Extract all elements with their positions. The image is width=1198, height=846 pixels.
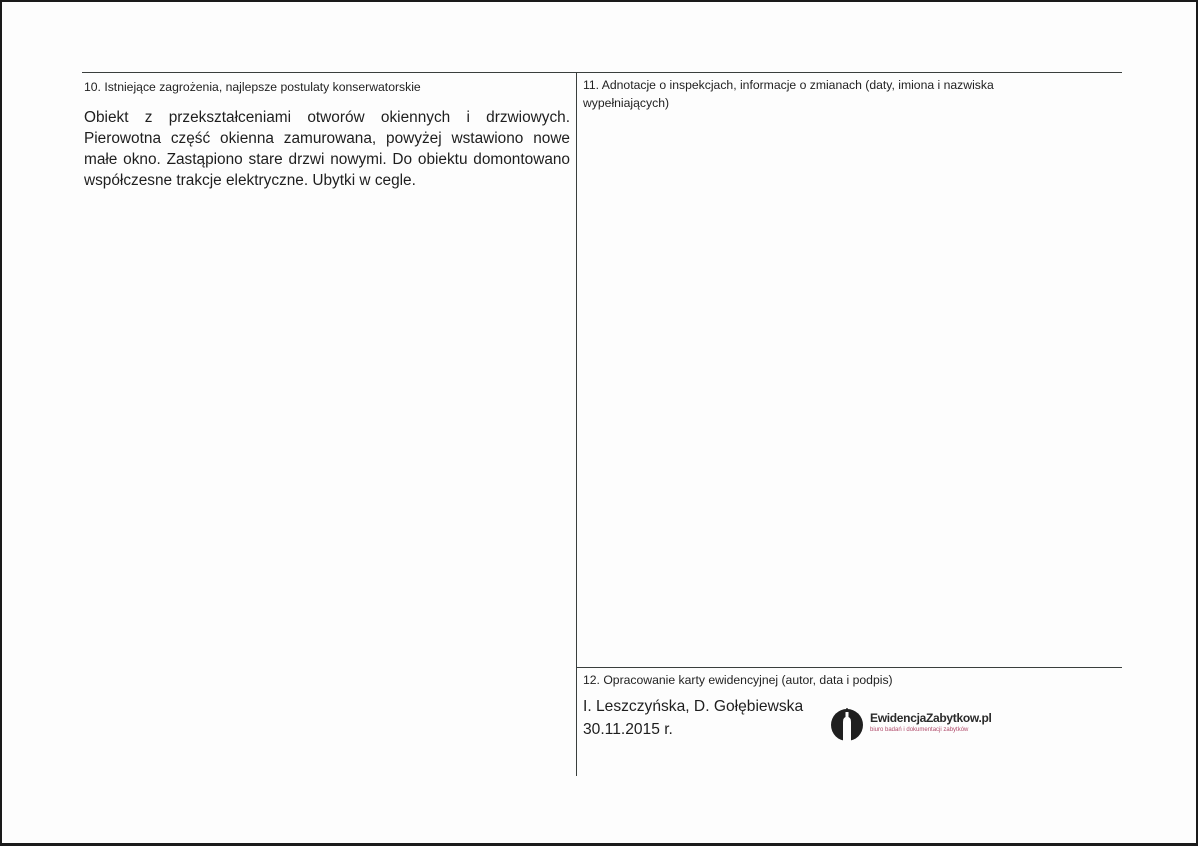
section12-rule: [576, 667, 1122, 668]
top-rule: [82, 72, 1122, 73]
section10-label: 10. Istniejące zagrożenia, najlepsze postulaty konserwatorskie: [84, 80, 421, 94]
column-divider: [576, 72, 577, 776]
section12-label: 12. Opracowanie karty ewidencyjnej (autor, data i podpis): [583, 673, 893, 687]
company-logo: [830, 706, 1000, 742]
logo-subtitle: biuro badań i dokumentacji zabytków: [870, 727, 969, 733]
document-page: [2, 2, 1196, 843]
section12-authors: I. Leszczyńska, D. Gołębiewska: [583, 698, 804, 715]
section12-date: 30.11.2015 r.: [583, 721, 673, 738]
logo-title: EwidencjaZabytkow.pl: [870, 711, 992, 725]
section10-text: Obiekt z przekształceniami otworów okiennych i drzwiowych. Pierowotna część okienna zamurowana, powyżej wstawiono nowe małe okno. Zastąpiono stare drzwi nowymi. Do obiektu domontowano współczesne trakcje elektryczne. Ubytki w cegle.: [84, 109, 570, 189]
tower-silhouette-icon: [830, 706, 864, 742]
section11-label: 11. Adnotacje o inspekcjach, informacje o zmianach (daty, imiona i nazwiska wypełniających): [583, 78, 994, 110]
